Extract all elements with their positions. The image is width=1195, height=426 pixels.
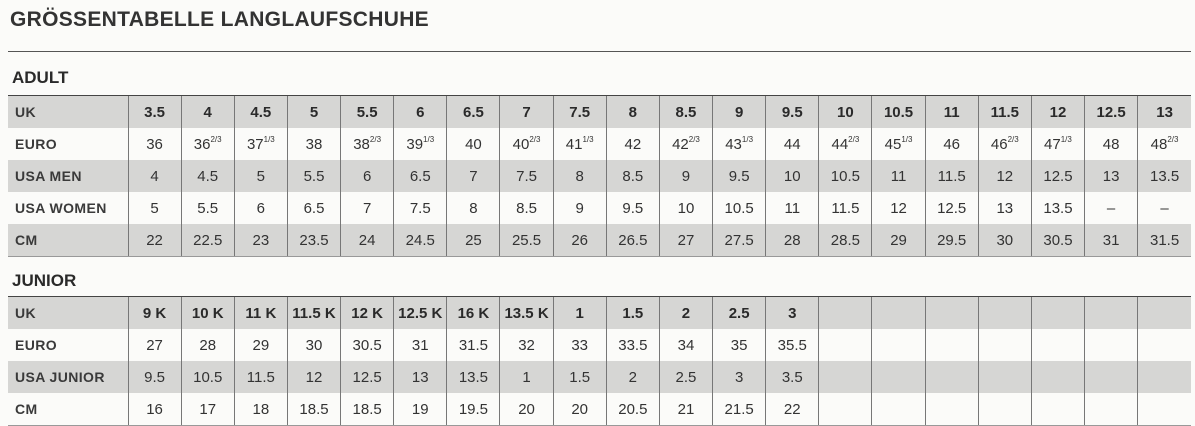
size-cell: 26.5 [606,224,659,257]
size-cell: 16 [128,393,181,426]
junior-row-euro [8,329,1191,361]
size-cell: 24.5 [394,224,447,257]
size-cell: 11 K [234,297,287,330]
size-cell: 22 [128,224,181,257]
size-cell: 12 [872,192,925,224]
junior-section-label: JUNIOR [12,271,77,290]
size-cell: $44^{2/3}$ [819,128,872,160]
size-cell: 32 [500,329,553,361]
size-cell: 23 [234,224,287,257]
size-cell: 42 [606,128,659,160]
size-cell: – [1138,192,1191,224]
size-cell: 33.5 [606,329,659,361]
size-cell: 2 [606,361,659,393]
size-cell: 12 K [341,297,394,330]
size-cell: 13 [1138,96,1191,129]
size-cell: 28.5 [819,224,872,257]
size-cell: 27.5 [713,224,766,257]
size-cell: 8.5 [659,96,712,129]
row-header: USA WOMEN [8,192,128,224]
size-cell: $43^{1/3}$ [713,128,766,160]
size-cell: 11.5 K [287,297,340,330]
size-cell: 4 [128,160,181,192]
size-cell [872,297,925,330]
size-cell: 5 [287,96,340,129]
size-cell: 11 [925,96,978,129]
size-cell: 17 [181,393,234,426]
size-cell: 30.5 [341,329,394,361]
size-cell: 20 [553,393,606,426]
size-cell: 8 [606,96,659,129]
size-cell: 11 [872,160,925,192]
size-cell: 12.5 [1031,160,1084,192]
adult-row-usa-women [8,192,1191,224]
size-cell: 35.5 [766,329,819,361]
size-cell: 11.5 [234,361,287,393]
size-cell [819,393,872,426]
size-cell: 3 [766,297,819,330]
row-header: UK [8,297,128,330]
size-cell: 13.5 [1138,160,1191,192]
size-cell: $42^{2/3}$ [659,128,712,160]
size-cell: 13 [1085,160,1138,192]
size-cell: 6 [394,96,447,129]
size-cell [978,361,1031,393]
size-cell: 11.5 [925,160,978,192]
size-cell [925,361,978,393]
size-cell: 8 [447,192,500,224]
size-cell: 34 [659,329,712,361]
adult-section-label: ADULT [12,68,69,87]
size-cell: 1.5 [553,361,606,393]
size-cell [1138,297,1191,330]
size-cell: 10.5 [181,361,234,393]
size-cell: 5 [234,160,287,192]
size-cell [1031,361,1084,393]
size-cell: 10.5 [872,96,925,129]
row-header: UK [8,96,128,129]
size-cell [872,329,925,361]
size-cell: 30 [287,329,340,361]
size-cell: 19 [394,393,447,426]
junior-size-table [8,296,1191,426]
size-cell [819,297,872,330]
size-cell: 6.5 [287,192,340,224]
size-cell: 2.5 [659,361,712,393]
size-cell: 9 [713,96,766,129]
size-cell: 13.5 K [500,297,553,330]
size-cell: $41^{1/3}$ [553,128,606,160]
size-cell [978,297,1031,330]
size-cell: 10 [659,192,712,224]
size-cell: 31.5 [1138,224,1191,257]
size-cell: 31 [1085,224,1138,257]
size-cell: 35 [713,329,766,361]
size-cell: 31.5 [447,329,500,361]
size-cell: $47^{1/3}$ [1031,128,1084,160]
size-cell: 7.5 [394,192,447,224]
size-cell [819,361,872,393]
adult-row-usa-men [8,160,1191,192]
size-cell: 18.5 [287,393,340,426]
size-cell: 5.5 [181,192,234,224]
size-cell: 13.5 [1031,192,1084,224]
size-cell: 22.5 [181,224,234,257]
size-cell: 27 [659,224,712,257]
size-cell [819,329,872,361]
size-cell: 3.5 [128,96,181,129]
size-cell: 9 [659,160,712,192]
size-cell: 4.5 [234,96,287,129]
size-cell: 3 [713,361,766,393]
size-cell [1085,329,1138,361]
size-cell: $39^{1/3}$ [394,128,447,160]
size-cell: 13.5 [447,361,500,393]
size-cell [925,329,978,361]
size-cell: 12 [287,361,340,393]
junior-row-cm [8,393,1191,426]
size-cell: 30 [978,224,1031,257]
size-cell: 12.5 [925,192,978,224]
size-cell: 11.5 [978,96,1031,129]
size-cell: 22 [766,393,819,426]
size-cell: 23.5 [287,224,340,257]
size-cell: 25.5 [500,224,553,257]
size-cell: 18 [234,393,287,426]
size-cell: $38^{2/3}$ [341,128,394,160]
size-cell [1031,393,1084,426]
size-cell: 1 [500,361,553,393]
adult-row-cm [8,224,1191,257]
size-cell [925,297,978,330]
size-cell: $37^{1/3}$ [234,128,287,160]
size-cell: 9.5 [128,361,181,393]
size-cell [1085,361,1138,393]
size-cell: 12.5 K [394,297,447,330]
size-cell: 12 [978,160,1031,192]
junior-row-usa-junior [8,361,1191,393]
size-cell: 21.5 [713,393,766,426]
size-cell: 7 [341,192,394,224]
size-cell: 7 [500,96,553,129]
size-cell: 13 [394,361,447,393]
row-header: CM [8,224,128,257]
junior-row-uk [8,297,1191,330]
size-cell: 31 [394,329,447,361]
size-cell: 3.5 [766,361,819,393]
size-cell: 44 [766,128,819,160]
size-cell: 10 K [181,297,234,330]
size-cell: 20 [500,393,553,426]
row-header: USA JUNIOR [8,361,128,393]
size-cell: 10 [766,160,819,192]
size-cell: 10.5 [713,192,766,224]
size-cell: 40 [447,128,500,160]
size-cell: 9.5 [766,96,819,129]
size-cell: 10.5 [819,160,872,192]
adult-row-uk [8,96,1191,129]
size-cell: 6 [234,192,287,224]
size-cell: 13 [978,192,1031,224]
size-cell: 24 [341,224,394,257]
size-cell [1085,297,1138,330]
size-cell: 16 K [447,297,500,330]
size-cell [872,361,925,393]
size-cell: 12.5 [341,361,394,393]
size-cell: 6.5 [394,160,447,192]
size-cell: 8 [553,160,606,192]
size-cell [978,329,1031,361]
size-cell: $48^{2/3}$ [1138,128,1191,160]
size-cell: 48 [1085,128,1138,160]
page-title: GRÖSSENTABELLE LANGLAUFSCHUHE [10,8,429,31]
size-cell: 29 [234,329,287,361]
size-cell: 5.5 [341,96,394,129]
size-cell: $45^{1/3}$ [872,128,925,160]
row-header: CM [8,393,128,426]
row-header: USA MEN [8,160,128,192]
size-cell [1085,393,1138,426]
size-cell [1138,393,1191,426]
title-divider [8,51,1191,52]
size-cell: 11 [766,192,819,224]
size-cell: 9.5 [713,160,766,192]
size-cell: 19.5 [447,393,500,426]
size-cell [1031,297,1084,330]
size-cell: 6.5 [447,96,500,129]
size-cell: 7.5 [553,96,606,129]
size-cell: 7 [447,160,500,192]
size-cell: 1.5 [606,297,659,330]
size-cell: 7.5 [500,160,553,192]
size-cell: 28 [181,329,234,361]
size-cell: 29 [872,224,925,257]
size-cell: 12 [1031,96,1084,129]
size-cell: 2.5 [713,297,766,330]
size-cell: 9.5 [606,192,659,224]
row-header: EURO [8,128,128,160]
size-cell: 20.5 [606,393,659,426]
size-cell: 18.5 [341,393,394,426]
size-cell [925,393,978,426]
size-cell: 4 [181,96,234,129]
size-cell: 25 [447,224,500,257]
size-cell [1031,329,1084,361]
size-cell: – [1085,192,1138,224]
size-cell: 5.5 [287,160,340,192]
size-cell: 9 [553,192,606,224]
size-cell: 8.5 [606,160,659,192]
size-cell: 10 [819,96,872,129]
size-cell: 27 [128,329,181,361]
size-cell: $36^{2/3}$ [181,128,234,160]
size-cell: 11.5 [819,192,872,224]
size-cell [1138,361,1191,393]
size-cell: $40^{2/3}$ [500,128,553,160]
size-cell: 30.5 [1031,224,1084,257]
adult-row-euro [8,128,1191,160]
size-cell: 8.5 [500,192,553,224]
size-cell: $46^{2/3}$ [978,128,1031,160]
size-cell: 21 [659,393,712,426]
size-cell: 4.5 [181,160,234,192]
row-header: EURO [8,329,128,361]
size-cell: 46 [925,128,978,160]
size-cell: 33 [553,329,606,361]
size-cell: 36 [128,128,181,160]
size-cell: 5 [128,192,181,224]
size-cell: 2 [659,297,712,330]
size-cell: 28 [766,224,819,257]
size-cell [872,393,925,426]
size-cell: 12.5 [1085,96,1138,129]
size-cell: 6 [341,160,394,192]
size-cell [1138,329,1191,361]
size-cell: 26 [553,224,606,257]
size-cell: 1 [553,297,606,330]
size-cell: 29.5 [925,224,978,257]
size-cell [978,393,1031,426]
size-cell: 38 [287,128,340,160]
adult-size-table [8,95,1191,257]
size-cell: 9 K [128,297,181,330]
